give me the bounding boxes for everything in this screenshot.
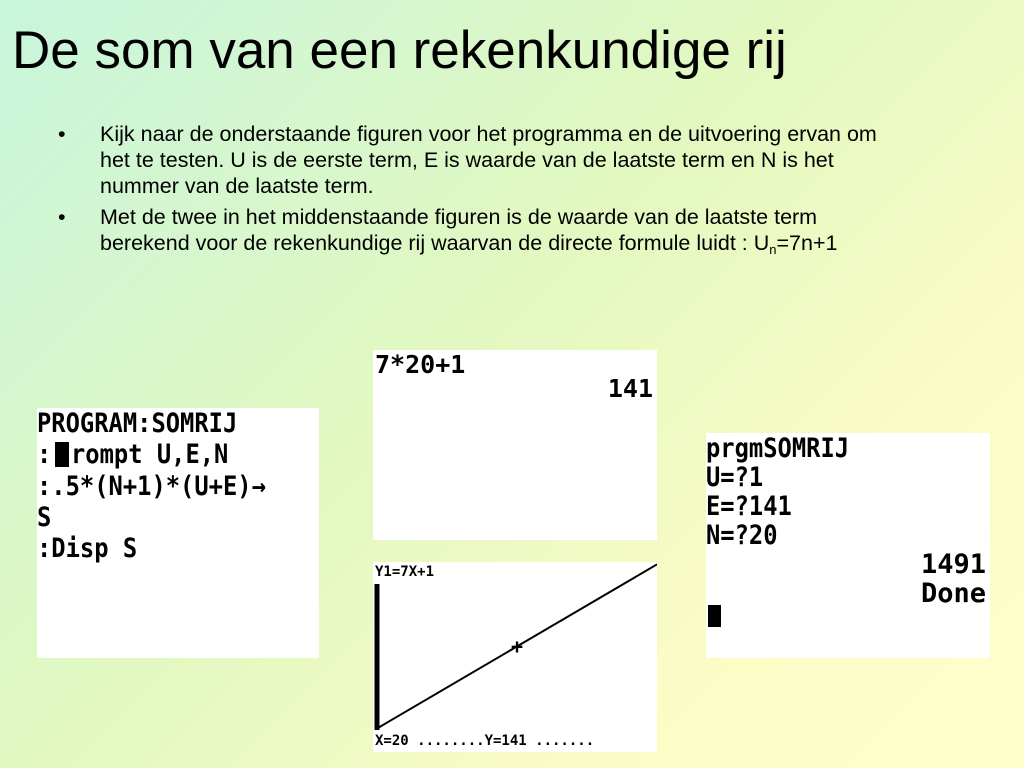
bullet-item bbox=[58, 204, 908, 256]
program-line: : bbox=[37, 439, 52, 470]
trace-marker-icon: + bbox=[510, 634, 524, 659]
program-line: PROGRAM:SOMRIJ bbox=[37, 408, 238, 439]
slide-title: De som van een rekenkundige rij bbox=[12, 21, 787, 80]
bullet-text-after: =7n+1 bbox=[776, 231, 838, 255]
program-editor-screen bbox=[37, 408, 319, 658]
bullet-marker: • bbox=[58, 122, 66, 146]
run-status: Done bbox=[920, 578, 986, 609]
run-result: 1491 bbox=[920, 549, 986, 580]
graph-plot bbox=[373, 562, 657, 752]
bullet-text: Kijk naar de onderstaande figuren voor het programma en de uitvoering ervan om het te testen. U is de eerste term, E is waarde van de laatste term en N is het nummer van de laatste term. bbox=[100, 122, 877, 198]
bullet-list bbox=[58, 121, 908, 261]
bullet-item bbox=[58, 121, 908, 199]
run-line: E=?141 bbox=[706, 491, 792, 522]
run-line: prgmSOMRIJ bbox=[706, 433, 850, 464]
program-line: :Disp S bbox=[37, 533, 138, 564]
run-line: N=?20 bbox=[706, 520, 778, 551]
calculation-screen bbox=[373, 350, 657, 540]
bullet-marker: • bbox=[58, 205, 66, 229]
cursor-block-icon bbox=[708, 605, 721, 627]
program-run-screen bbox=[706, 433, 990, 658]
graph-screen bbox=[373, 562, 657, 752]
run-line: U=?1 bbox=[706, 462, 764, 493]
program-line: S bbox=[37, 502, 52, 533]
program-line: rompt U,E,N bbox=[71, 439, 229, 470]
formula-subscript: n bbox=[769, 242, 777, 257]
program-line: :.5*(N+1)*(U+E)→ bbox=[37, 471, 266, 502]
calc-expression: 7*20+1 bbox=[375, 350, 466, 379]
graph-trace-readout: X=20 ........Y=141 ....... bbox=[375, 733, 595, 749]
graph-equation: Y1=7X+1 bbox=[375, 564, 435, 580]
cursor-block-icon bbox=[55, 442, 69, 467]
bullet-text-before: Met de twee in het middenstaande figuren is de waarde van de laatste term berekend voor de rekenkundige rij waarvan de directe formule luidt : U bbox=[100, 205, 818, 255]
calc-result: 141 bbox=[607, 374, 653, 403]
